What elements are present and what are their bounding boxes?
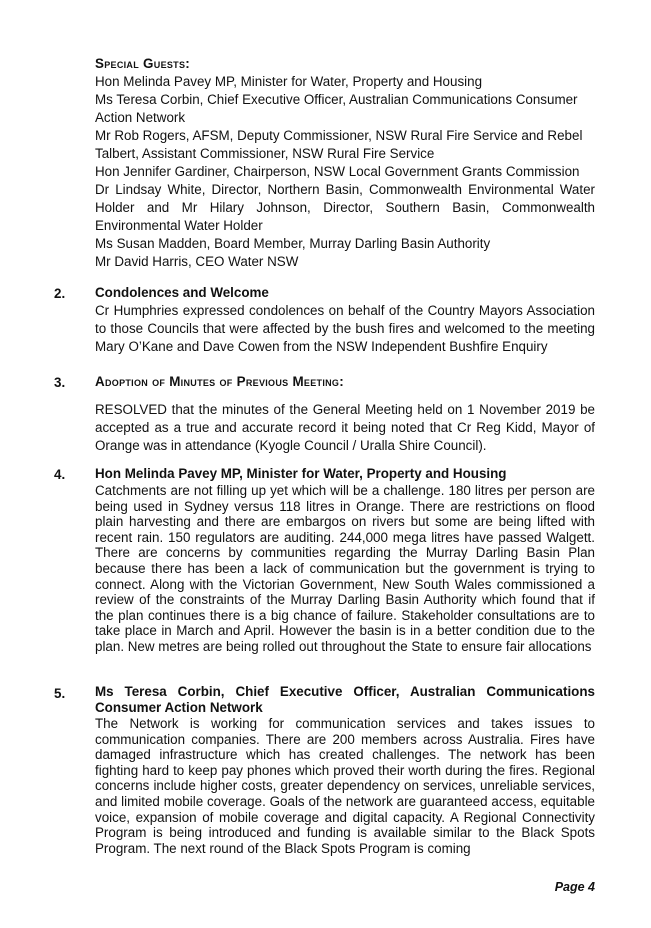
section-body: Catchments are not filling up yet which will be a challenge. 180 litres per person are being used in Sydney versus 118 litres in Orange. There are restrictions on flood plain harvesting and there are embargos on rivers but some are being lifted with recent rain. 150 regulators are auditing. 244,000 mega litres have passed Walgett. There are concerns by communities regarding the Murray Darling Basin Plan because there has been a lack of communication but the government is trying to connect. Along with the Victorian Government, New South Wales commissioned a review of the constraints of the Murray Darling Basin Authority which found that if the plan continues there is a big chance of failure. Stakeholder consultations are to take place in March and April. However the basin is in a better condition due to the plan. New metres are being rolled out throughout the State to ensure fair allocations — [95, 483, 595, 654]
section-title: Condolences and Welcome — [95, 285, 269, 300]
guest-line: Mr David Harris, CEO Water NSW — [95, 254, 299, 269]
guest-line: Dr Lindsay White, Director, Northern Basin, Commonwealth Environmental Water Holder and Mr Hilary Johnson, Director, Southern Basin, Commonwealth Environmental Water Holder — [95, 182, 595, 233]
section-number: 2. — [54, 286, 66, 301]
section-minister-water — [95, 465, 595, 655]
section-accan — [95, 684, 595, 856]
section-number: 4. — [54, 467, 66, 482]
guest-line: Ms Teresa Corbin, Chief Executive Officer, Australian Communications Consumer Action Network — [95, 92, 578, 125]
special-guests-heading: Special Guests: — [95, 56, 191, 71]
section-body: RESOLVED that the minutes of the General Meeting held on 1 November 2019 be accepted as a true and accurate record it being noted that Cr Reg Kidd, Mayor of Orange was in attendance (Kyogle Council / Uralla Shire Council). — [95, 402, 595, 453]
section-title: Adoption of Minutes of Previous Meeting: — [95, 374, 344, 389]
section-title: Hon Melinda Pavey MP, Minister for Water, Property and Housing — [95, 466, 507, 481]
section-adoption-of-minutes — [95, 373, 595, 455]
page-number: Page 4 — [554, 880, 595, 894]
section-number: 5. — [54, 686, 66, 701]
section-number: 3. — [54, 375, 66, 390]
guest-line: Hon Jennifer Gardiner, Chairperson, NSW Local Government Grants Commission — [95, 164, 580, 179]
special-guests-block — [95, 55, 595, 271]
section-condolences — [95, 284, 595, 356]
guest-line: Hon Melinda Pavey MP, Minister for Water, Property and Housing — [95, 74, 483, 89]
section-body: The Network is working for communication services and takes issues to communication companies. There are 200 members across Australia. Fires have damaged infrastructure which has created challenges. The network has been fighting hard to keep pay phones which proved their worth during the fires. Regional concerns include higher costs, greater dependency on services, unreliable services, and limited mobile coverage. Goals of the network are guaranteed access, equitable voice, expansion of mobile coverage and digital capacity. A Regional Connectivity Program is being introduced and funding is available similar to the Black Spots Program. The next round of the Black Spots Program is coming — [95, 716, 595, 856]
section-title: Ms Teresa Corbin, Chief Executive Officer, Australian Communications Consumer Action Network — [95, 684, 595, 715]
section-body: Cr Humphries expressed condolences on behalf of the Country Mayors Association to those Councils that were affected by the bush fires and welcomed to the meeting Mary O’Kane and Dave Cowen from the NSW Independent Bushfire Enquiry — [95, 303, 595, 354]
guest-line: Mr Rob Rogers, AFSM, Deputy Commissioner, NSW Rural Fire Service and Rebel Talbert, Assistant Commissioner, NSW Rural Fire Service — [95, 128, 583, 161]
guest-line: Ms Susan Madden, Board Member, Murray Darling Basin Authority — [95, 236, 491, 251]
